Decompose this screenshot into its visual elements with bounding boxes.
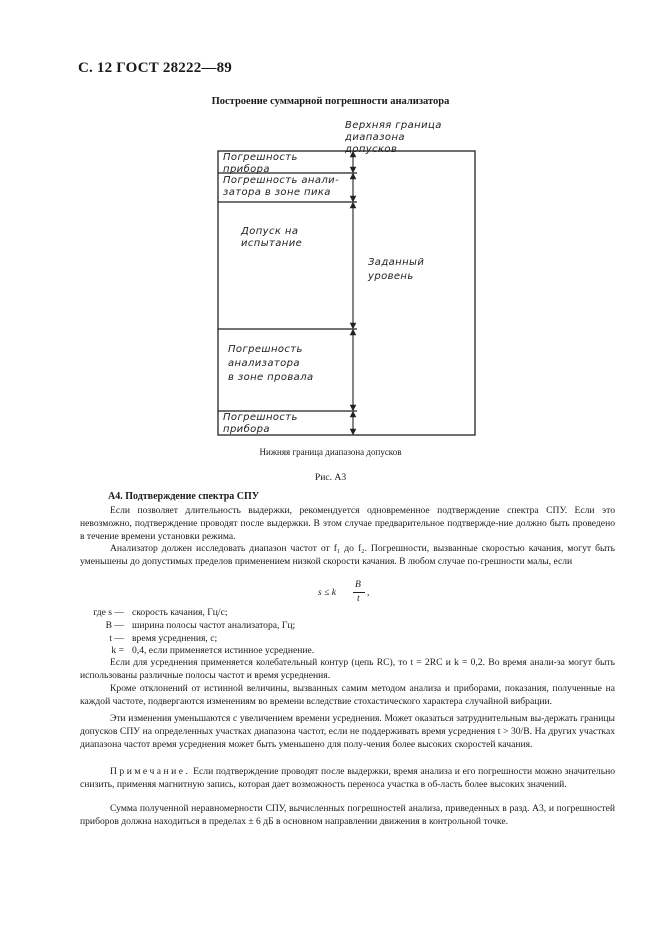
paragraph-1: Если позволяет длительность выдержки, рекомендуется одновременное подтверждение спектра СПУ. Если это невозможно, подтверждение проводят после выдержки. В этом случае предварительное подтвержде-ние должно быть проведено в течение времени установки режима. — [80, 505, 615, 542]
paragraph-2: Анализатор должен исследовать диапазон частот от f₁ до f₂. Погрешности, вызванные скоростью качания, могут быть уменьшены до допустимых пределов применением низкой скорости качания. В любом случае по-грешности малы, если — [80, 543, 615, 567]
note-paragraph — [80, 766, 615, 792]
paragraph-5: Эти изменения уменьшаются с увеличением времени усреднения. Может оказаться затруднительным вы-держать границы допусков СПУ на определенных участках диапазона частот, если не поддерживать время усреднения t > 30/B. На других участках диапазона частот время усреднения может быть уменьшено для полу-чения более высоких скоростей качания. — [80, 713, 615, 750]
paragraph-3: Если для усреднения применяется колебательный контур (цепь RC), то t = 2RC и k = 0,2. Во время анали-за могут быть использованы различные полосы частот и время усреднения. — [80, 657, 615, 681]
section-heading: А4. Подтверждение спектра СПУ — [108, 491, 260, 502]
paragraph-4: Кроме отклонений от истинной величины, вызванных самим методом анализа и приборами, показания, полученные на каждой частоте, подвергаются изменениям во времени вследствие стохастического характера случайной вибрации. — [80, 683, 615, 707]
block-test-tolerance: Допуск на испытание — [241, 226, 303, 249]
lower-bound-caption: Нижняя граница диапазона допусков — [259, 447, 402, 457]
paragraph-6: Сумма полученной неравномерности СПУ, вычисленных погрешностей анализа, приведенных в разд. А3, и погрешностей приборов должна находиться в пределах ± 6 дБ в основном направлении движения в контрольной точке. — [80, 803, 615, 827]
block-instrument-error-bottom: Погрешность прибора — [223, 412, 298, 435]
block-analyzer-peak-error: Погрешность анали- затора в зоне пика — [223, 175, 340, 198]
formula: s ≤ k B t , — [318, 579, 370, 604]
note-label: Примечание. — [110, 766, 191, 777]
upper-bound-label: Верхняя граница диапазона допусков — [345, 120, 442, 155]
figure-caption: Рис. А3 — [314, 472, 347, 483]
page-header: С. 12 ГОСТ 28222—89 — [78, 60, 232, 76]
block-analyzer-trough-error: Погрешность анализатора в зоне провала — [228, 344, 314, 383]
target-level-label: Заданный уровень — [368, 257, 425, 282]
figure-title: Построение суммарной погрешности анализатора — [211, 96, 450, 107]
block-instrument-error-top: Погрешность прибора — [223, 152, 298, 175]
note-text: Если подтверждение проводят после выдержки, время анализа и его погрешности можно значительно снизить, применяя магнитную запись, которая дает возможность переноса участка в об-ласть более высоких значений. — [80, 766, 616, 790]
